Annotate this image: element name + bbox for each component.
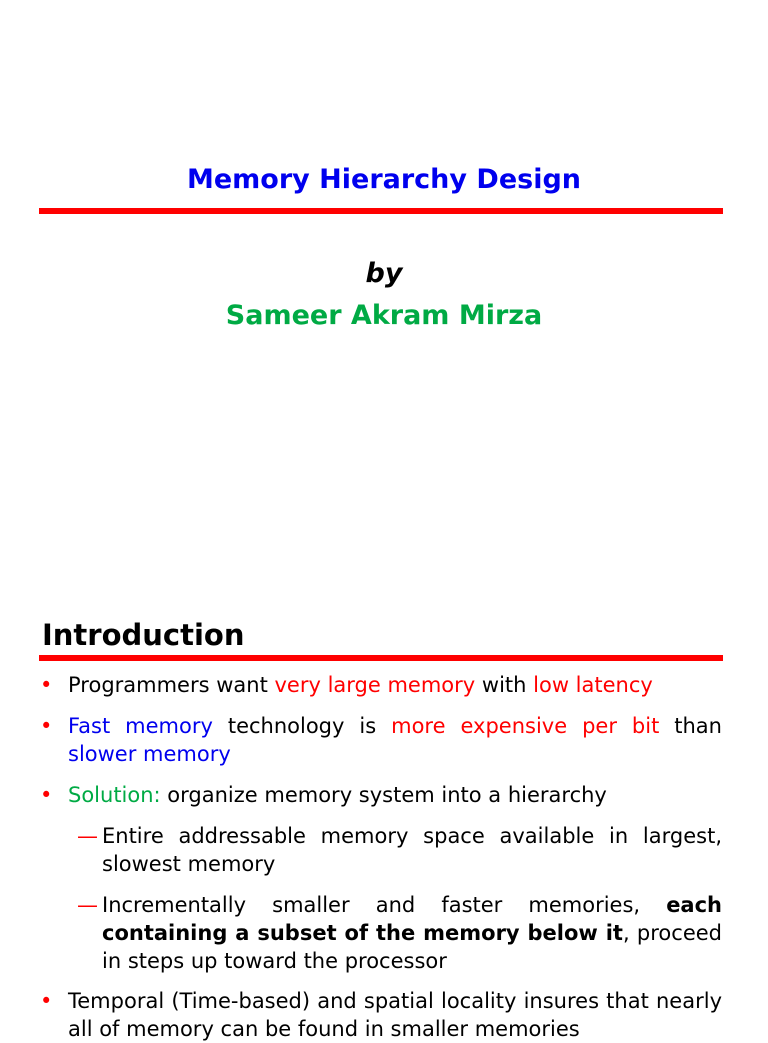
- dash-marker: —: [77, 824, 98, 848]
- bullet-marker: •: [40, 673, 53, 697]
- sub-item-text: Incrementally smaller and faster memories,: [102, 893, 667, 917]
- bullet-item-fast-memory: [40, 712, 722, 768]
- bullet-text: Programmers want: [68, 673, 275, 697]
- bold-text: each containing a subset of the memory below it: [102, 893, 722, 945]
- bullet-marker: •: [40, 783, 53, 807]
- bullet-text: than: [659, 714, 722, 738]
- bullet-text: Temporal (Time-based) and spatial locality insures that nearly all of memory can be found in smaller memories: [68, 989, 722, 1041]
- bullet-text: technology is: [212, 714, 392, 738]
- highlight-text: slower memory: [68, 742, 231, 766]
- section-title: Introduction: [42, 618, 245, 652]
- dash-marker: —: [77, 893, 98, 917]
- highlight-text: Solution:: [68, 783, 161, 807]
- section-rule: [39, 655, 723, 661]
- bullet-marker: •: [40, 714, 53, 738]
- bullet-marker: •: [40, 989, 53, 1013]
- sub-item-text: Entire addressable memory space available in largest, slowest memory: [102, 824, 722, 876]
- highlight-text: low latency: [533, 673, 653, 697]
- sub-item-entire-memory: [77, 822, 722, 878]
- highlight-text: Fast memory: [68, 714, 213, 738]
- sub-item-incremental: [77, 891, 722, 975]
- bullet-text: with: [475, 673, 534, 697]
- bullet-text: organize memory system into a hierarchy: [160, 783, 607, 807]
- sub-item-text: , proceed in steps up toward the processor: [102, 921, 722, 973]
- slide-title: Memory Hierarchy Design: [186, 164, 582, 195]
- author-name: Sameer Akram Mirza: [225, 300, 543, 331]
- title-rule: [39, 208, 723, 214]
- bullet-item-programmers: [40, 671, 722, 699]
- highlight-text: more expensive per bit: [391, 714, 660, 738]
- bullet-item-locality: [40, 987, 722, 1043]
- highlight-text: very large memory: [274, 673, 476, 697]
- introduction-slide: [0, 560, 768, 1041]
- bullet-item-solution: [40, 781, 722, 809]
- by-label: by: [365, 258, 403, 289]
